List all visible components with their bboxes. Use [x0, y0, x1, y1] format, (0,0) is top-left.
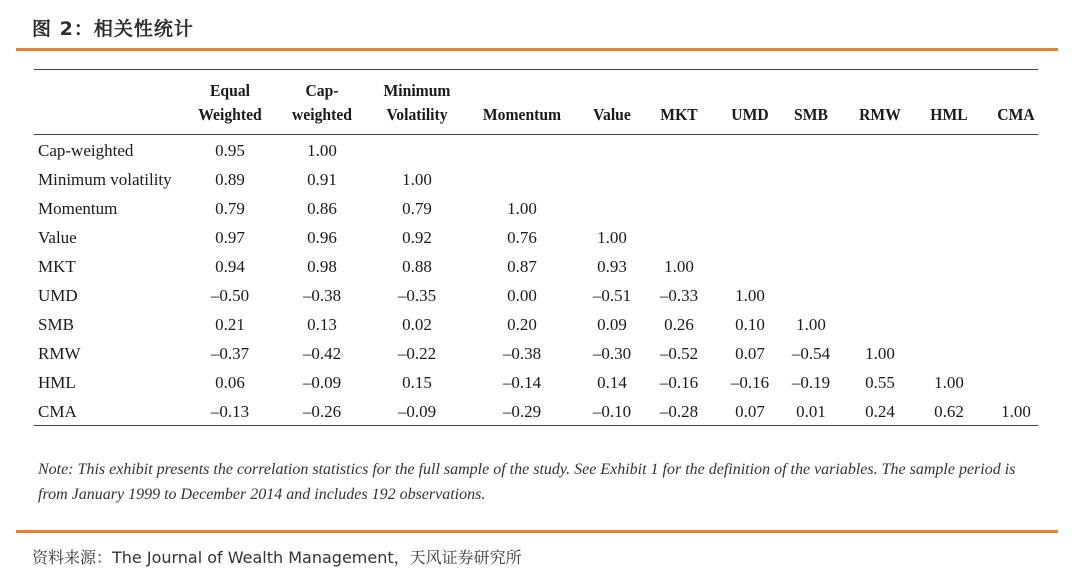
table-row: [34, 282, 1038, 311]
table-cell: –0.33: [659, 286, 699, 305]
table-row: [34, 253, 1038, 282]
table-cell: –0.13: [210, 402, 250, 421]
table-cell: 0.93: [597, 257, 627, 276]
table-cell: –0.52: [659, 344, 699, 363]
column-header-line: MKT: [660, 105, 698, 124]
column-header-line: Volatility: [386, 105, 448, 124]
row-label: SMB: [38, 315, 74, 334]
figure-title: 图 2：相关性统计: [32, 18, 194, 40]
table-note: Note: This exhibit presents the correlation statistics for the full sample of the study. See Exhibit 1 for the definition of the variables. The sample period is from January 1999 to December 2014 and includes 192 observations.: [38, 461, 1016, 503]
table-cell: –0.38: [302, 286, 342, 305]
orange-divider-top: [16, 48, 1058, 51]
column-header: [362, 77, 472, 127]
column-header-line: HML: [930, 105, 968, 124]
table-cell: 1.00: [664, 257, 694, 276]
table-cell: 0.26: [664, 315, 694, 334]
table-cell: 0.07: [735, 402, 765, 421]
table-cell: 0.24: [865, 402, 895, 421]
row-label: HML: [38, 373, 76, 392]
table-cell: 0.00: [507, 286, 537, 305]
table-cell: –0.37: [210, 344, 250, 363]
table-cell: –0.22: [397, 344, 437, 363]
row-label: Minimum volatility: [38, 170, 172, 189]
table-cell: 0.02: [402, 315, 432, 334]
table-cell: 0.21: [215, 315, 245, 334]
table-cell: 0.15: [402, 373, 432, 392]
table-cell: 0.62: [934, 402, 964, 421]
table-cell: 1.00: [597, 228, 627, 247]
table-cell: 1.00: [796, 315, 826, 334]
column-header-line: weighted: [292, 105, 352, 124]
table-top-rule: [34, 69, 1038, 70]
table-cell: –0.42: [302, 344, 342, 363]
column-header-line: SMB: [794, 105, 828, 124]
table-cell: –0.16: [730, 373, 770, 392]
table-row: [34, 311, 1038, 340]
table-row: [34, 340, 1038, 369]
table-cell: –0.35: [397, 286, 437, 305]
table-cell: 0.01: [796, 402, 826, 421]
table-cell: –0.38: [502, 344, 542, 363]
table-header-rule: [34, 134, 1038, 135]
row-label: Momentum: [38, 199, 118, 218]
table-cell: 0.94: [215, 257, 245, 276]
column-header-line: CMA: [997, 105, 1035, 124]
table-cell: –0.19: [791, 373, 831, 392]
table-row: [34, 398, 1038, 427]
table-cell: 0.13: [307, 315, 337, 334]
column-header-line: RMW: [859, 105, 901, 124]
orange-divider-bottom: [16, 530, 1058, 533]
table-cell: 0.79: [215, 199, 245, 218]
table-cell: 0.89: [215, 170, 245, 189]
row-label: RMW: [38, 344, 81, 363]
column-header-line: Momentum: [482, 105, 562, 124]
table-row: [34, 166, 1038, 195]
table-cell: 0.09: [597, 315, 627, 334]
table-cell: 0.98: [307, 257, 337, 276]
table-cell: 0.20: [507, 315, 537, 334]
column-header-line: UMD: [731, 105, 769, 124]
table-cell: –0.29: [502, 402, 542, 421]
table-cell: –0.50: [210, 286, 250, 305]
table-cell: –0.54: [791, 344, 831, 363]
table-cell: 0.10: [735, 315, 765, 334]
column-header: [267, 77, 377, 127]
table-cell: –0.10: [592, 402, 632, 421]
table-cell: 0.07: [735, 344, 765, 363]
table-cell: 0.06: [215, 373, 245, 392]
table-cell: 1.00: [307, 141, 337, 160]
table-cell: –0.51: [592, 286, 632, 305]
table-cell: 0.76: [507, 228, 537, 247]
table-cell: 0.55: [865, 373, 895, 392]
table-cell: –0.16: [659, 373, 699, 392]
table-cell: 0.92: [402, 228, 432, 247]
table-cell: 0.14: [597, 373, 627, 392]
table-cell: –0.26: [302, 402, 342, 421]
table-cell: 1.00: [735, 286, 765, 305]
table-cell: 1.00: [402, 170, 432, 189]
row-label: CMA: [38, 402, 77, 421]
source-line: 资料来源：The Journal of Wealth Management，天风证券研究所: [32, 548, 522, 567]
table-cell: 0.86: [307, 199, 337, 218]
row-label: MKT: [38, 257, 76, 276]
table-cell: –0.28: [659, 402, 699, 421]
column-header-line: Value: [593, 105, 631, 124]
table-bottom-rule: [34, 425, 1038, 426]
column-header: [961, 77, 1071, 127]
table-row: [34, 195, 1038, 224]
row-label: UMD: [38, 286, 78, 305]
column-header-line: Cap-: [305, 81, 339, 100]
table-cell: 0.95: [215, 141, 245, 160]
table-cell: –0.09: [302, 373, 342, 392]
row-label: Value: [38, 228, 77, 247]
table-cell: –0.14: [502, 373, 542, 392]
table-cell: 0.91: [307, 170, 337, 189]
table-cell: 0.88: [402, 257, 432, 276]
table-cell: 0.79: [402, 199, 432, 218]
table-cell: 0.96: [307, 228, 337, 247]
table-row: [34, 137, 1038, 166]
column-header-line: Weighted: [198, 105, 262, 124]
table-cell: 0.97: [215, 228, 245, 247]
table-cell: 1.00: [865, 344, 895, 363]
table-row: [34, 224, 1038, 253]
table-cell: 0.87: [507, 257, 537, 276]
table-cell: –0.30: [592, 344, 632, 363]
table-cell: 1.00: [934, 373, 964, 392]
row-label: Cap-weighted: [38, 141, 134, 160]
column-header-line: Equal: [209, 81, 250, 100]
table-cell: 1.00: [507, 199, 537, 218]
table-cell: 1.00: [1001, 402, 1031, 421]
column-header-line: Minimum: [383, 81, 451, 100]
table-row: [34, 369, 1038, 398]
table-cell: –0.09: [397, 402, 437, 421]
